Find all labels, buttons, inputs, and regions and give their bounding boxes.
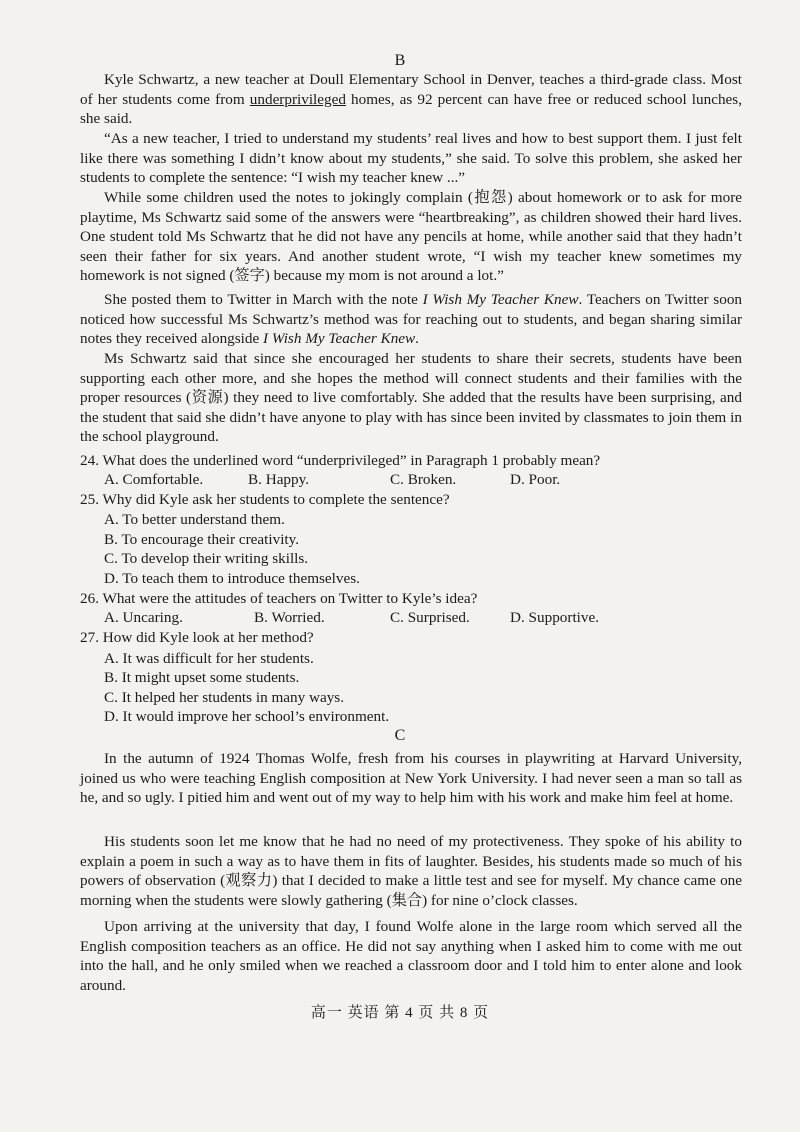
section-b-paragraph-4: She posted them to Twitter in March with the note I Wish My Teacher Knew. Teachers on Twitter soon noticed how successful Ms Schwartz’s method was for reaching out to students, and began sharing similar notes they received alongside I Wish My Teacher Knew. [80, 291, 743, 348]
question-25-stem: 25. Why did Kyle ask her students to complete the sentence? [80, 491, 450, 508]
section-b-paragraph-1: Kyle Schwartz, a new teacher at Doull Elementary School in Denver, teaches a third-grade class. Most of her students come from underprivileged homes, as 92 percent can have free or reduced school lunches, she said. [80, 71, 742, 128]
option-a[interactable]: A. To better understand them. [104, 511, 285, 528]
question-24-stem: 24. What does the underlined word “underprivileged” in Paragraph 1 probably mean? [80, 452, 601, 469]
question-27-stem: 27. How did Kyle look at her method? [80, 629, 314, 646]
section-b-paragraph-3: While some children used the notes to jokingly complain (抱怨) about homework or to ask for more playtime, Ms Schwartz said some of the answers were “heartbreaking”, as children showed their hard lives. One student told Ms Schwartz that he did not have any pencils at home, while another said that they hadn’t seen their father for six years. And another student wrote, “I wish my teacher knew sometimes my homework is not signed (签字) because my mom is not around a lot.” [80, 189, 742, 285]
section-c-title: C [394, 727, 406, 744]
option-d[interactable]: D. Poor. [510, 471, 561, 488]
option-c[interactable]: C. To develop their writing skills. [104, 550, 309, 567]
page-footer: 高一 英语 第 4 页 共 8 页 [310, 1005, 490, 1021]
option-a[interactable]: A. Uncaring. [104, 609, 183, 626]
section-b-paragraph-5: Ms Schwartz said that since she encouraged her students to share their secrets, students have been supporting each other more, and she hopes the method will connect students and their families with the proper resources (资源) they need to live comfortably. She added that the results have been surprising, and the student that said she didn’t have anyone to play with has since been invited by classmates to join them in the school playground. [80, 350, 742, 446]
option-b[interactable]: B. It might upset some students. [104, 669, 300, 686]
option-d[interactable]: D. It would improve her school’s environment. [104, 708, 390, 725]
option-b[interactable]: B. To encourage their creativity. [104, 531, 300, 548]
underlined-word: underprivileged [249, 90, 346, 108]
section-b-paragraph-2: “As a new teacher, I tried to understand my students’ real lives and how to best support them. I just felt like there was something I didn’t know about my students,” she said. To solve this problem, she asked her students to complete the sentence: “I wish my teacher knew ...” [80, 130, 742, 187]
question-26-stem: 26. What were the attitudes of teachers on Twitter to Kyle’s idea? [80, 590, 478, 607]
section-c-paragraph-2: His students soon let me know that he had no need of my protectiveness. They spoke of his ability to explain a poem in such a way as to have them in fits of laughter. Besides, his students made so much of his powers of observation (观察力) that I decided to make a little test and see for myself. My chance came one morning when the students were slowly gathering (集合) for nine o’clock classes. [80, 833, 742, 909]
option-c[interactable]: C. Broken. [390, 471, 457, 488]
section-b-title: B [394, 52, 406, 69]
option-b[interactable]: B. Worried. [254, 609, 325, 626]
option-c[interactable]: C. It helped her students in many ways. [104, 689, 345, 706]
section-c-paragraph-1: In the autumn of 1924 Thomas Wolfe, fresh from his courses in playwriting at Harvard University, joined us who were teaching English composition at New York University. I had never seen a man so tall as he, and so ugly. I pitied him and went out of my way to help him with his work and make him feel at home. [80, 750, 742, 807]
option-d[interactable]: D. Supportive. [510, 609, 600, 626]
option-c[interactable]: C. Surprised. [390, 609, 470, 626]
section-c-paragraph-3: Upon arriving at the university that day, I found Wolfe alone in the large room which served all the English composition teachers as an office. He did not say anything when I asked him to come with me out into the hall, and he only smiled when we reached a classroom door and I told him to enter alone and look around. [80, 918, 742, 994]
option-a[interactable]: A. It was difficult for her students. [104, 650, 314, 667]
option-b[interactable]: B. Happy. [248, 471, 310, 488]
option-a[interactable]: A. Comfortable. [104, 471, 204, 488]
option-d[interactable]: D. To teach them to introduce themselves. [104, 570, 360, 587]
